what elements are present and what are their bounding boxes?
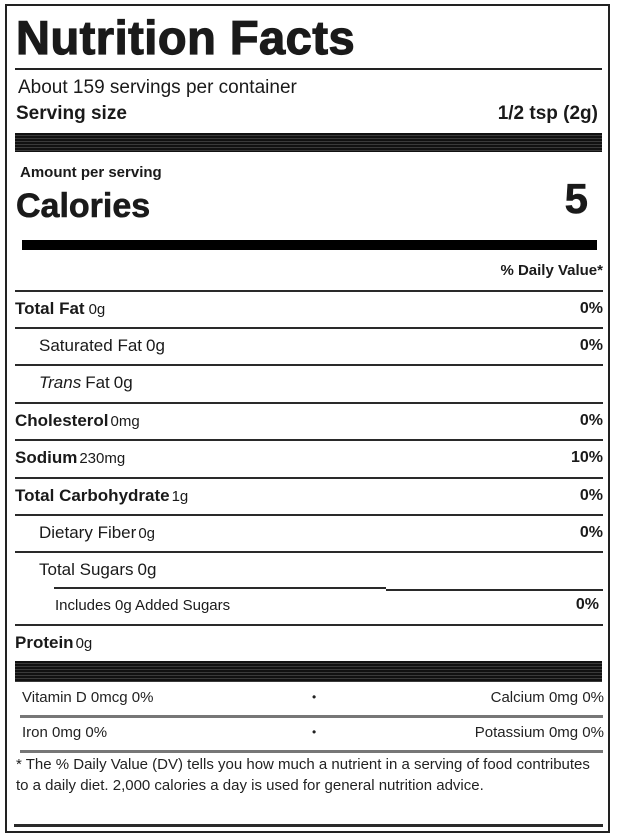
nutrient-row-dietary-fiber bbox=[15, 515, 603, 551]
serving-size-value: 1/2 tsp (2g) bbox=[497, 103, 598, 124]
nutrient-dv: 0% bbox=[579, 412, 603, 429]
nutrient-amount: 0mg bbox=[110, 413, 140, 430]
nutrient-dv: 0% bbox=[579, 487, 603, 504]
servings-per-container: About 159 servings per container bbox=[18, 77, 297, 98]
amount-per-serving: Amount per serving bbox=[20, 164, 162, 181]
nutrient-amount: 0g bbox=[113, 373, 133, 392]
divider-calories bbox=[22, 240, 597, 250]
calories-label: Calories bbox=[16, 187, 151, 225]
nutrient-amount: 230mg bbox=[79, 450, 126, 467]
vitamin-left: Iron 0mg 0% bbox=[22, 723, 108, 741]
divider-thick-protein bbox=[15, 661, 602, 682]
vitamin-left: Vitamin D 0mcg 0% bbox=[22, 688, 154, 706]
nutrient-dv: 10% bbox=[570, 449, 603, 466]
nutrient-dv: 0% bbox=[579, 337, 603, 354]
nutrient-name: Saturated Fat bbox=[39, 336, 143, 355]
nutrient-row-protein bbox=[15, 625, 603, 661]
nutrient-dv: 0% bbox=[575, 596, 599, 613]
nutrient-amount: 0g bbox=[137, 560, 157, 579]
nutrient-dv: 0% bbox=[579, 300, 603, 317]
divider-title bbox=[15, 68, 602, 70]
nutrient-row-cholesterol bbox=[15, 403, 603, 439]
nutrient-row-saturated-fat bbox=[15, 328, 603, 364]
nutrient-name: Protein bbox=[15, 633, 74, 652]
nutrient-amount: 0g bbox=[146, 336, 165, 355]
divider-vitamin bbox=[20, 750, 603, 753]
nutrient-row-added-sugars bbox=[15, 588, 603, 622]
nutrient-name: Total Fat bbox=[15, 299, 85, 318]
nutrient-row-trans-fat bbox=[15, 365, 603, 401]
divider-bottom bbox=[14, 824, 603, 827]
nutrient-name: Total Sugars bbox=[39, 560, 134, 579]
serving-size-label: Serving size bbox=[16, 103, 127, 124]
nutrient-name: Total Carbohydrate bbox=[15, 486, 170, 505]
nutrient-name: Sodium bbox=[15, 448, 78, 467]
vitamin-row bbox=[22, 718, 604, 746]
nutrient-name-italic: Trans bbox=[39, 373, 82, 392]
vitamin-right: Potassium 0mg 0% bbox=[474, 723, 604, 741]
daily-value-header: % Daily Value* bbox=[500, 262, 603, 279]
nutrient-name: Dietary Fiber bbox=[39, 523, 137, 542]
nutrient-amount: 0g bbox=[75, 635, 93, 652]
nutrient-amount: 0g bbox=[88, 301, 106, 318]
calories-value: 5 bbox=[564, 175, 588, 222]
vitamin-right: Calcium 0mg 0% bbox=[490, 688, 604, 706]
nutrient-row-total-fat bbox=[15, 291, 603, 327]
bullet-separator: • bbox=[312, 690, 317, 704]
divider-thick-serving bbox=[15, 133, 602, 152]
daily-value-footnote: * The % Daily Value (DV) tells you how much a nutrient in a serving of food contributes to a daily diet. 2,000 calories a day is used for general nutrition advice. bbox=[16, 756, 590, 794]
vitamin-row bbox=[22, 683, 604, 711]
label-title: Nutrition Facts bbox=[16, 11, 356, 64]
nutrient-row-total-sugars bbox=[15, 552, 603, 588]
nutrient-name: Cholesterol bbox=[15, 411, 109, 430]
nutrient-name: Includes 0g Added Sugars bbox=[55, 596, 231, 614]
nutrient-row-total-carbohydrate bbox=[15, 478, 603, 514]
nutrient-dv: 0% bbox=[579, 524, 603, 541]
nutrient-row-sodium bbox=[15, 440, 603, 476]
bullet-separator: • bbox=[312, 725, 317, 739]
nutrient-amount: 0g bbox=[138, 525, 155, 542]
nutrient-amount: 1g bbox=[171, 488, 189, 505]
nutrient-name: Fat bbox=[85, 373, 110, 392]
